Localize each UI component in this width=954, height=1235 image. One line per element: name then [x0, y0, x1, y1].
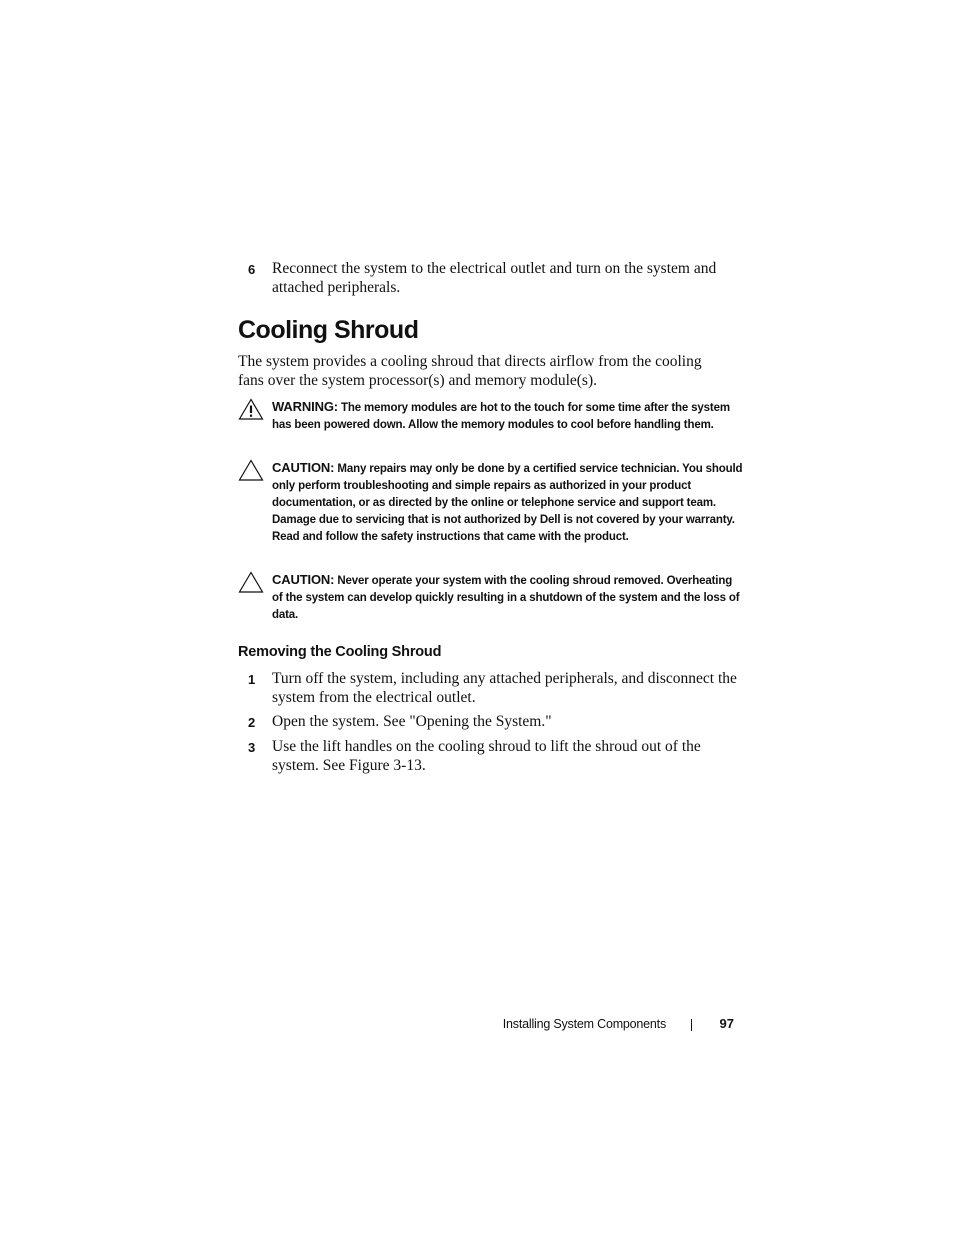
step-text: Reconnect the system to the electrical outlet and turn on the system and attached peripherals.: [272, 260, 717, 296]
warning-triangle-icon: [238, 398, 264, 420]
caution-triangle-icon: [238, 571, 264, 593]
caution-triangle-icon: [238, 459, 264, 481]
notice-text: Many repairs may only be done by a certified service technician. You should only perform troubleshooting and simple repairs as authorized in your product documentation, or as directed by the online or telephone service and support team. Damage due to servicing that is not authorized by Dell is not covered by your warranty. Read and follow the safety instructions that came with the product.: [272, 463, 743, 543]
page-number: 97: [719, 1016, 734, 1031]
step-1: [238, 669, 738, 707]
page-footer: [0, 1014, 954, 1034]
step-text: Open the system. See "Opening the System.": [272, 713, 552, 730]
notice-label: WARNING:: [272, 399, 338, 414]
step-number: 3: [248, 740, 256, 755]
step-text: Use the lift handles on the cooling shroud to lift the shroud out of the system. See Figure 3-13.: [272, 738, 701, 774]
step-2: [238, 712, 738, 732]
warning-notice: [238, 398, 743, 434]
step-number: 2: [248, 715, 256, 730]
notice-label: CAUTION:: [272, 572, 335, 587]
notice-text: Never operate your system with the cooling shroud removed. Overheating of the system can develop quickly resulting in a shutdown of the system and the loss of data.: [272, 575, 740, 621]
section-heading: Cooling Shroud: [238, 316, 419, 344]
subsection-heading: Removing the Cooling Shroud: [238, 644, 442, 660]
intro-paragraph: The system provides a cooling shroud that directs airflow from the cooling fans over the system processor(s) and memory module(s).: [238, 353, 702, 389]
step-6: [238, 259, 738, 297]
step-number: 6: [248, 262, 256, 277]
caution-notice-1: [238, 459, 743, 546]
step-number: 1: [248, 672, 256, 687]
notice-text: The memory modules are hot to the touch for some time after the system has been powered down. Allow the memory modules to cool before handling them.: [272, 402, 730, 431]
caution-notice-2: [238, 571, 743, 624]
step-text: Turn off the system, including any attached peripherals, and disconnect the system from the electrical outlet.: [272, 670, 737, 706]
footer-divider: [691, 1019, 692, 1031]
step-3: [238, 737, 738, 775]
notice-label: CAUTION:: [272, 460, 335, 475]
footer-section-title: Installing System Components: [502, 1017, 666, 1031]
